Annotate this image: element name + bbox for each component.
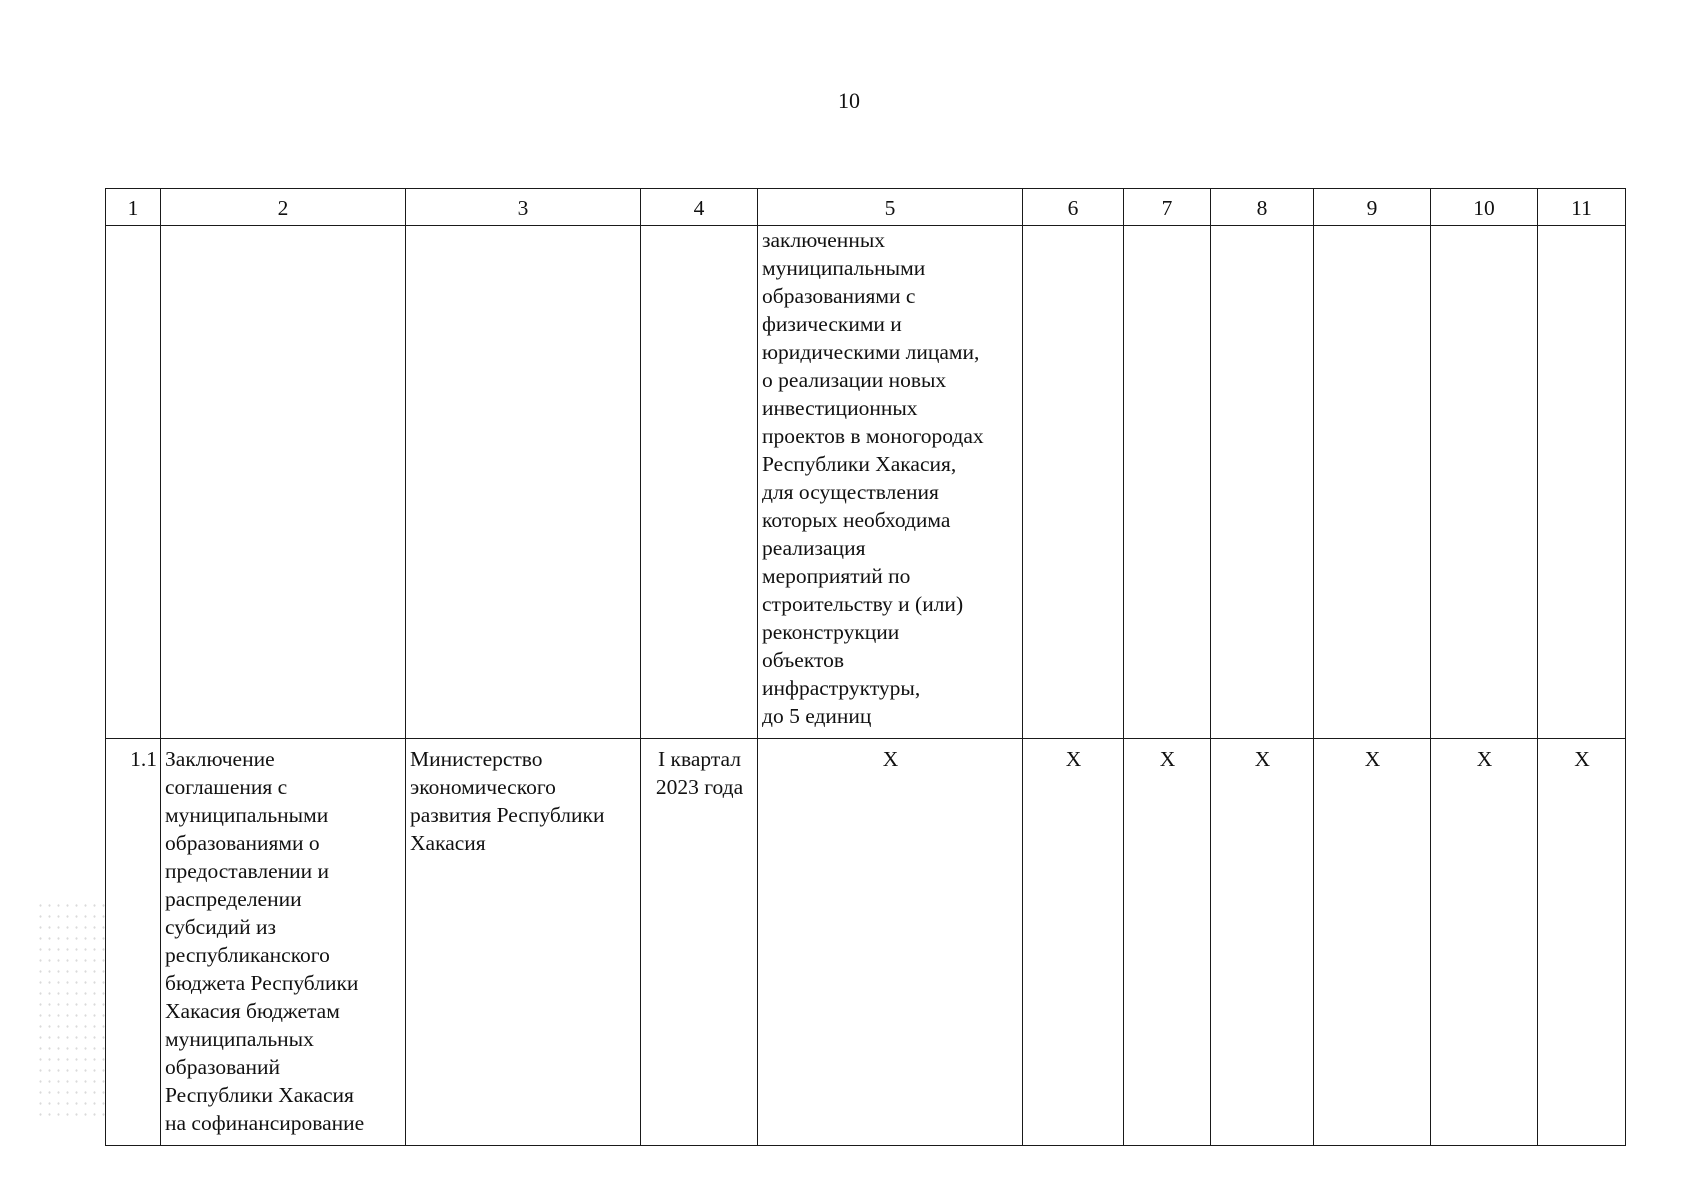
table-cell-empty — [1023, 226, 1124, 739]
scan-artifact — [36, 900, 106, 1120]
column-header-7: 7 — [1124, 189, 1211, 226]
page-number: 10 — [838, 88, 860, 113]
column-header-10: 10 — [1431, 189, 1538, 226]
deadline: I квартал 2023 года — [641, 739, 758, 1146]
column-header-2: 2 — [161, 189, 406, 226]
indicator-continuation-text: заключенных муниципальными образованиями с физическими и юридическими лицами, о реализации новых инвестиционных проектов в моногородах Республики Хакасия, для осуществления которых необходима реализация мероприятий по строительству и (или) реконструкции объектов инфраструктуры, до 5 единиц — [758, 226, 1023, 739]
plan-table — [105, 188, 1626, 1146]
column-header-8: 8 — [1211, 189, 1314, 226]
table-cell-empty — [106, 226, 161, 739]
table-cell-empty — [1431, 226, 1538, 739]
mark-col-8: X — [1211, 739, 1314, 1146]
column-header-3: 3 — [406, 189, 641, 226]
column-header-6: 6 — [1023, 189, 1124, 226]
table-row-continuation — [106, 226, 1626, 739]
table-cell-empty — [1124, 226, 1211, 739]
row-number: 1.1 — [106, 739, 161, 1146]
column-header-1: 1 — [106, 189, 161, 226]
responsible-executor: Министерство экономического развития Республики Хакасия — [406, 739, 641, 1146]
table-cell-empty — [1314, 226, 1431, 739]
mark-col-9: X — [1314, 739, 1431, 1146]
mark-col-11: X — [1538, 739, 1626, 1146]
column-header-11: 11 — [1538, 189, 1626, 226]
table-row-1-1 — [106, 739, 1626, 1146]
table-cell-empty — [1211, 226, 1314, 739]
table-cell-empty — [641, 226, 758, 739]
mark-col-10: X — [1431, 739, 1538, 1146]
column-number-header-row — [106, 189, 1626, 226]
mark-col-6: X — [1023, 739, 1124, 1146]
activity-description: Заключение соглашения с муниципальными образованиями о предоставлении и распределении субсидий из республиканского бюджета Республики Хакасия бюджетам муниципальных образований Республики Хакасия на софинансирование — [161, 739, 406, 1146]
mark-col-7: X — [1124, 739, 1211, 1146]
table-cell-empty — [406, 226, 641, 739]
column-header-5: 5 — [758, 189, 1023, 226]
table-cell-empty — [161, 226, 406, 739]
table-cell-empty — [1538, 226, 1626, 739]
mark-col-5: X — [758, 739, 1023, 1146]
column-header-4: 4 — [641, 189, 758, 226]
column-header-9: 9 — [1314, 189, 1431, 226]
